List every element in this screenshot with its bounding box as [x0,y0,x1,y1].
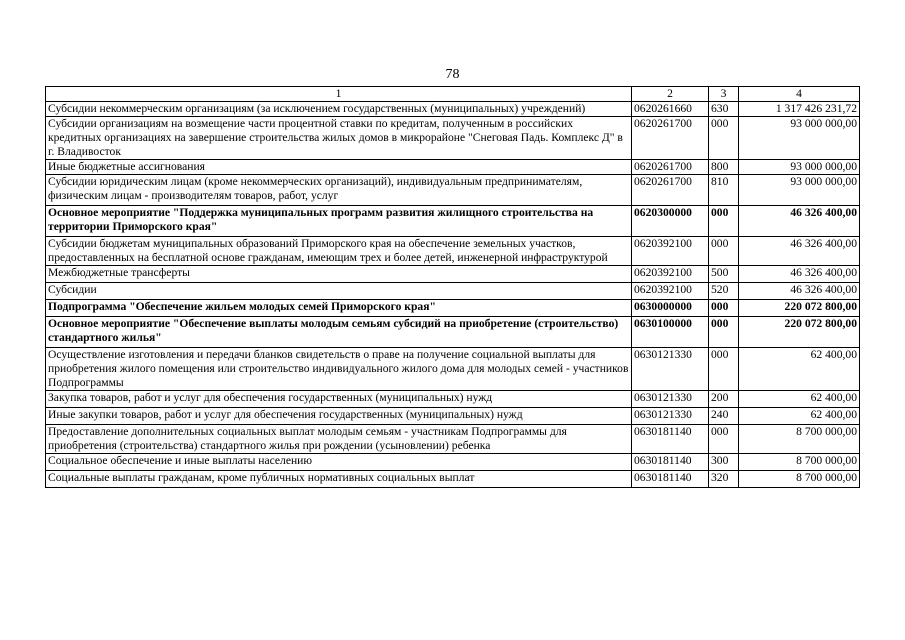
row-name-cell: Подпрограмма "Обеспечение жильем молодых семей Приморского края" [46,300,632,317]
row-amount-cell: 46 326 400,00 [739,237,860,266]
row-name-cell: Осуществление изготовления и передачи бланков свидетельств о праве на получение социальной выплаты для приобретения жилого помещения или строительство индивидуального жилого дома для молодых семей - участников Подпрограммы [46,348,632,391]
row-type-cell: 500 [709,266,739,283]
row-amount-cell: 62 400,00 [739,391,860,408]
row-type-cell: 240 [709,408,739,425]
table-row [46,160,860,175]
row-type-cell: 800 [709,160,739,175]
table-row [46,471,860,488]
table-row [46,117,860,160]
row-name-cell: Субсидии [46,283,632,300]
row-type-cell: 810 [709,175,739,206]
row-code-cell: 0630121330 [632,408,709,425]
row-amount-cell: 220 072 800,00 [739,300,860,317]
row-type-cell: 520 [709,283,739,300]
column-header-code: 2 [632,87,709,102]
table-row [46,102,860,117]
row-code-cell: 0620261700 [632,160,709,175]
row-name-cell: Социальные выплаты гражданам, кроме публичных нормативных социальных выплат [46,471,632,488]
row-amount-cell: 46 326 400,00 [739,283,860,300]
row-type-cell: 000 [709,300,739,317]
page-number: 78 [445,67,460,82]
row-type-cell: 300 [709,454,739,471]
row-type-cell: 200 [709,391,739,408]
row-type-cell: 000 [709,237,739,266]
row-type-cell: 000 [709,117,739,160]
row-name-cell: Закупка товаров, работ и услуг для обеспечения государственных (муниципальных) нужд [46,391,632,408]
table-row [46,175,860,206]
row-amount-cell: 8 700 000,00 [739,471,860,488]
row-code-cell: 0620261660 [632,102,709,117]
row-code-cell: 0630100000 [632,317,709,348]
table-header-row [46,87,860,102]
row-type-cell: 000 [709,348,739,391]
table-row [46,266,860,283]
row-name-cell: Субсидии бюджетам муниципальных образований Приморского края на обеспечение земельных участков, предоставленных на бесплатной основе гражданам, имеющим трех и более детей, инженерной инфраструктурой [46,237,632,266]
row-type-cell: 000 [709,206,739,237]
row-name-cell: Иные бюджетные ассигнования [46,160,632,175]
row-amount-cell: 93 000 000,00 [739,117,860,160]
row-code-cell: 0620392100 [632,266,709,283]
row-code-cell: 0630181140 [632,471,709,488]
row-name-cell: Субсидии организациям на возмещение части процентной ставки по кредитам, полученным в российских кредитных организациях на завершение строительства жилых домов в микрорайоне "Снеговая Падь. Комплекс Д" в г. Владивосток [46,117,632,160]
table-row [46,317,860,348]
row-name-cell: Основное мероприятие "Поддержка муниципальных программ развития жилищного строительства на территории Приморского края" [46,206,632,237]
row-amount-cell: 62 400,00 [739,408,860,425]
budget-table [45,86,860,488]
row-amount-cell: 93 000 000,00 [739,160,860,175]
row-code-cell: 0620392100 [632,283,709,300]
row-code-cell: 0630121330 [632,391,709,408]
column-header-name: 1 [46,87,632,102]
table-row [46,283,860,300]
column-header-amount: 4 [739,87,860,102]
row-code-cell: 0620392100 [632,237,709,266]
row-type-cell: 000 [709,317,739,348]
column-header-type: 3 [709,87,739,102]
table-row [46,348,860,391]
row-amount-cell: 8 700 000,00 [739,425,860,454]
row-name-cell: Основное мероприятие "Обеспечение выплаты молодым семьям субсидий на приобретение (строительство) стандартного жилья" [46,317,632,348]
row-code-cell: 0630181140 [632,425,709,454]
table-row [46,391,860,408]
table-row [46,300,860,317]
row-amount-cell: 62 400,00 [739,348,860,391]
row-name-cell: Межбюджетные трансферты [46,266,632,283]
row-amount-cell: 46 326 400,00 [739,266,860,283]
row-type-cell: 000 [709,425,739,454]
table-row [46,454,860,471]
row-code-cell: 0620300000 [632,206,709,237]
row-amount-cell: 1 317 426 231,72 [739,102,860,117]
row-name-cell: Социальное обеспечение и иные выплаты населению [46,454,632,471]
row-code-cell: 0630121330 [632,348,709,391]
table-row [46,206,860,237]
row-name-cell: Предоставление дополнительных социальных выплат молодым семьям - участникам Подпрограммы для приобретения (строительства) стандартного жилья при рождении (усыновлении) ребенка [46,425,632,454]
row-type-cell: 320 [709,471,739,488]
table-row [46,408,860,425]
row-code-cell: 0630000000 [632,300,709,317]
row-code-cell: 0620261700 [632,117,709,160]
row-type-cell: 630 [709,102,739,117]
row-name-cell: Субсидии юридическим лицам (кроме некоммерческих организаций), индивидуальным предпринимателям, физическим лицам - производителям товаров, работ, услуг [46,175,632,206]
row-amount-cell: 93 000 000,00 [739,175,860,206]
table-row [46,237,860,266]
row-code-cell: 0630181140 [632,454,709,471]
row-amount-cell: 46 326 400,00 [739,206,860,237]
row-amount-cell: 8 700 000,00 [739,454,860,471]
table-row [46,425,860,454]
row-code-cell: 0620261700 [632,175,709,206]
row-name-cell: Субсидии некоммерческим организациям (за исключением государственных (муниципальных) учреждений) [46,102,632,117]
row-amount-cell: 220 072 800,00 [739,317,860,348]
row-name-cell: Иные закупки товаров, работ и услуг для обеспечения государственных (муниципальных) нужд [46,408,632,425]
